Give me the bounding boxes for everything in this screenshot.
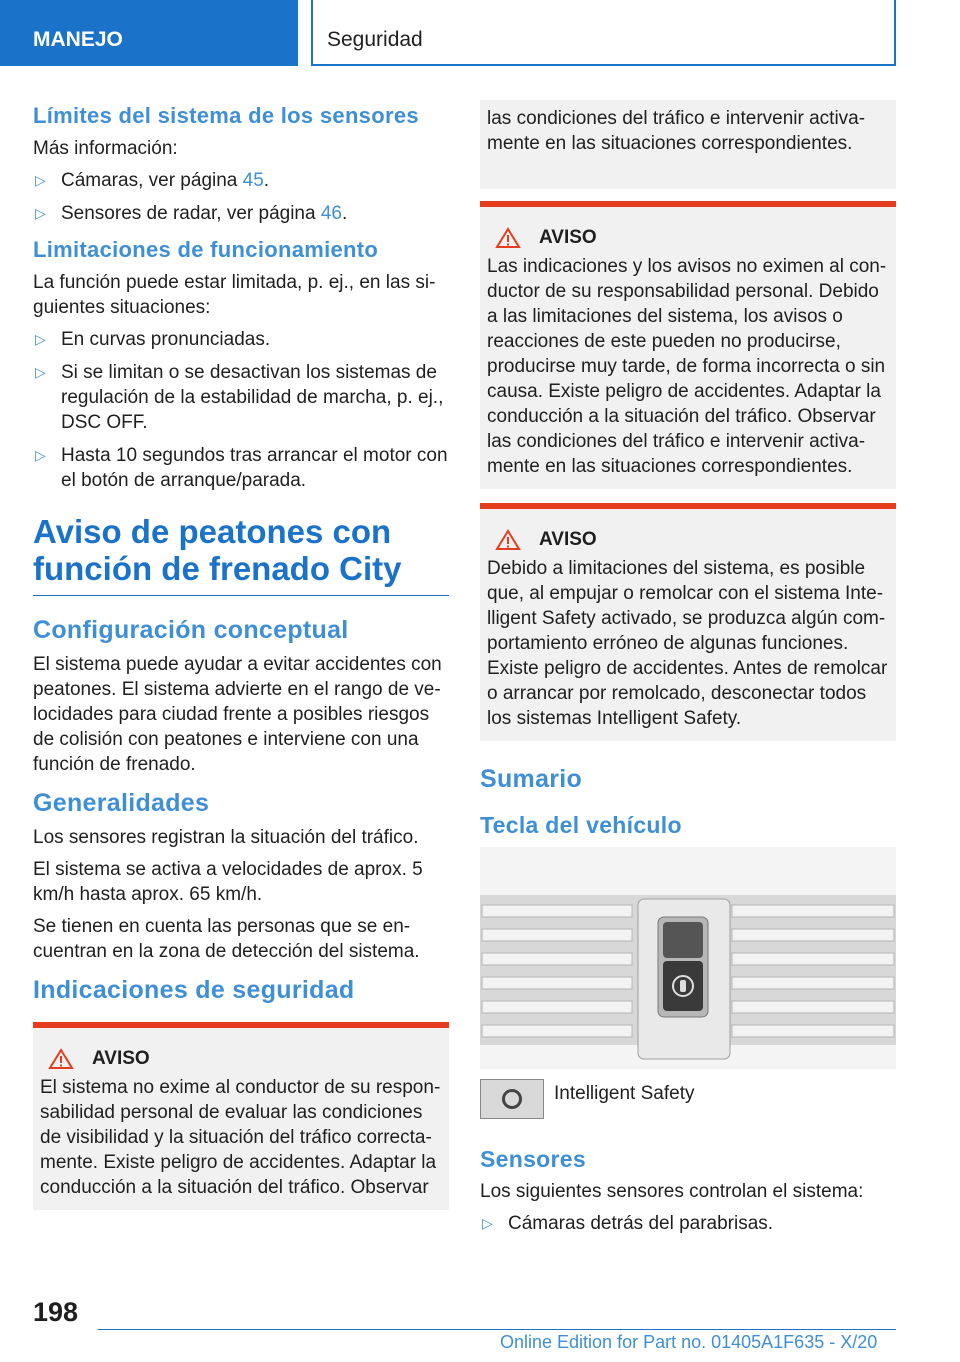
- edition-footer: Online Edition for Part no. 01405A1F635 - X/20: [500, 1332, 878, 1352]
- heading-concept: Configuración conceptual: [33, 616, 349, 644]
- footer-divider: [98, 1329, 896, 1330]
- general-text-3: Se tienen en cuenta las personas que se encuentran en la zona de detección del sistema.: [33, 916, 420, 962]
- list-item: ▷ Cámaras, ver página 45.: [35, 170, 270, 191]
- heading-sensors: Sensores: [480, 1146, 586, 1172]
- list-item: ▷ Hasta 10 segundos tras arrancar el motor con el botón de arranque/parada.: [35, 445, 448, 491]
- bullet-triangle-icon: ▷: [35, 172, 46, 188]
- right-column: [480, 100, 896, 1246]
- warning-notice-1-continued: [480, 100, 896, 189]
- left-column: [33, 100, 449, 1224]
- heading-function-limits: Limitaciones de funcionamiento: [33, 237, 379, 262]
- chapter-title: Aviso de peatones con función de frenado City: [33, 513, 449, 596]
- function-intro: La función puede estar limitada, p. ej., en las siguientes situaciones:: [33, 272, 436, 318]
- air-vent-button-illustration: [480, 847, 896, 1069]
- bullet-triangle-icon: ▷: [35, 447, 46, 463]
- list-item: ▷ Sensores de radar, ver página 46.: [35, 203, 348, 224]
- function-list: [33, 327, 449, 493]
- limits-list: [33, 168, 449, 226]
- section-tab: [0, 0, 298, 66]
- warning-icon: [495, 227, 521, 249]
- warning-notice-3: [480, 503, 896, 741]
- chapter-label: Seguridad: [327, 28, 423, 51]
- list-item: ▷ Cámaras detrás del parabrisas.: [482, 1213, 774, 1234]
- bullet-triangle-icon: ▷: [35, 205, 46, 221]
- notice-text: las condiciones del tráfico e intervenir activamente en las situaciones correspondientes.: [487, 108, 866, 154]
- heading-general: Generalidades: [33, 789, 210, 817]
- bullet-triangle-icon: ▷: [35, 331, 46, 347]
- bullet-triangle-icon: ▷: [35, 364, 46, 380]
- notice-title: AVISO: [539, 227, 597, 248]
- bullet-triangle-icon: ▷: [482, 1215, 493, 1231]
- heading-sensor-limits: Límites del sistema de los sensores: [33, 103, 419, 128]
- heading-vehicle-button: Tecla del vehículo: [480, 812, 682, 838]
- intelligent-safety-button-icon: [480, 1079, 544, 1119]
- concept-text: El sistema puede ayudar a evitar accidentes con peatones. El sistema advierte en el rango de velocidades para ciudad frente a posibles riesgos de colisión con peatones e interviene con una función de frenado.: [33, 654, 442, 775]
- warning-notice-1: [33, 1022, 449, 1210]
- heading-summary: Sumario: [480, 765, 583, 793]
- warning-icon: [495, 529, 521, 551]
- sensors-intro: Los siguientes sensores controlan el sistema:: [480, 1181, 864, 1202]
- notice-title: AVISO: [539, 529, 597, 550]
- list-item: ▷ En curvas pronunciadas.: [35, 329, 271, 350]
- more-info-label: Más información:: [33, 138, 178, 159]
- heading-safety: Indicaciones de seguridad: [33, 976, 355, 1004]
- list-item: ▷ Si se limitan o se desactivan los sistemas de regulación de la estabilidad de marcha, p. ej., DSC OFF.: [35, 362, 444, 433]
- page-link[interactable]: 45: [242, 170, 264, 191]
- chapter-tab: [311, 0, 896, 66]
- notice-title: AVISO: [92, 1048, 150, 1069]
- vehicle-button-photo: [480, 847, 896, 1069]
- page-number: 198: [33, 1297, 79, 1327]
- warning-icon: [48, 1048, 74, 1070]
- notice-text: Las indicaciones y los avisos no eximen al conductor de su responsabilidad personal. Debido a las limitaciones del sistema, los avisos o reacciones de este pueden no producirse, producirse muy tarde, de forma incorrecta o sin causa. Existe peligro de accidentes. Adaptar la conducción a la situación del tráfico. Observar las condiciones del tráfico e intervenir activamente en las situaciones correspondientes.: [487, 256, 887, 477]
- general-text-2: El sistema se activa a velocidades de aprox. 5 km/h hasta aprox. 65 km/h.: [33, 859, 423, 905]
- warning-notice-2: [480, 201, 896, 489]
- notice-text: Debido a limitaciones del sistema, es posible que, al empujar o remolcar con el sistema Intelligent Safety activado, se produzca algún comportamiento erróneo de algunas funciones. Existe peligro de accidentes. Antes de remolcar o arrancar por remolcado, desconectar todos los sistemas Intelligent Safety.: [487, 558, 888, 729]
- key-label: Intelligent Safety: [554, 1083, 695, 1104]
- notice-text: El sistema no exime al conductor de su responsabilidad personal de evaluar las condiciones de visibilidad y la situación del tráfico correctamente. Existe peligro de accidentes. Adaptar la conducción a la situación del tráfico. Observar: [40, 1077, 441, 1198]
- page-link[interactable]: 46: [320, 203, 342, 224]
- button-legend: [480, 1079, 896, 1119]
- section-label: MANEJO: [33, 28, 123, 51]
- sensors-list: [480, 1211, 896, 1236]
- general-text-1: Los sensores registran la situación del tráfico.: [33, 827, 419, 848]
